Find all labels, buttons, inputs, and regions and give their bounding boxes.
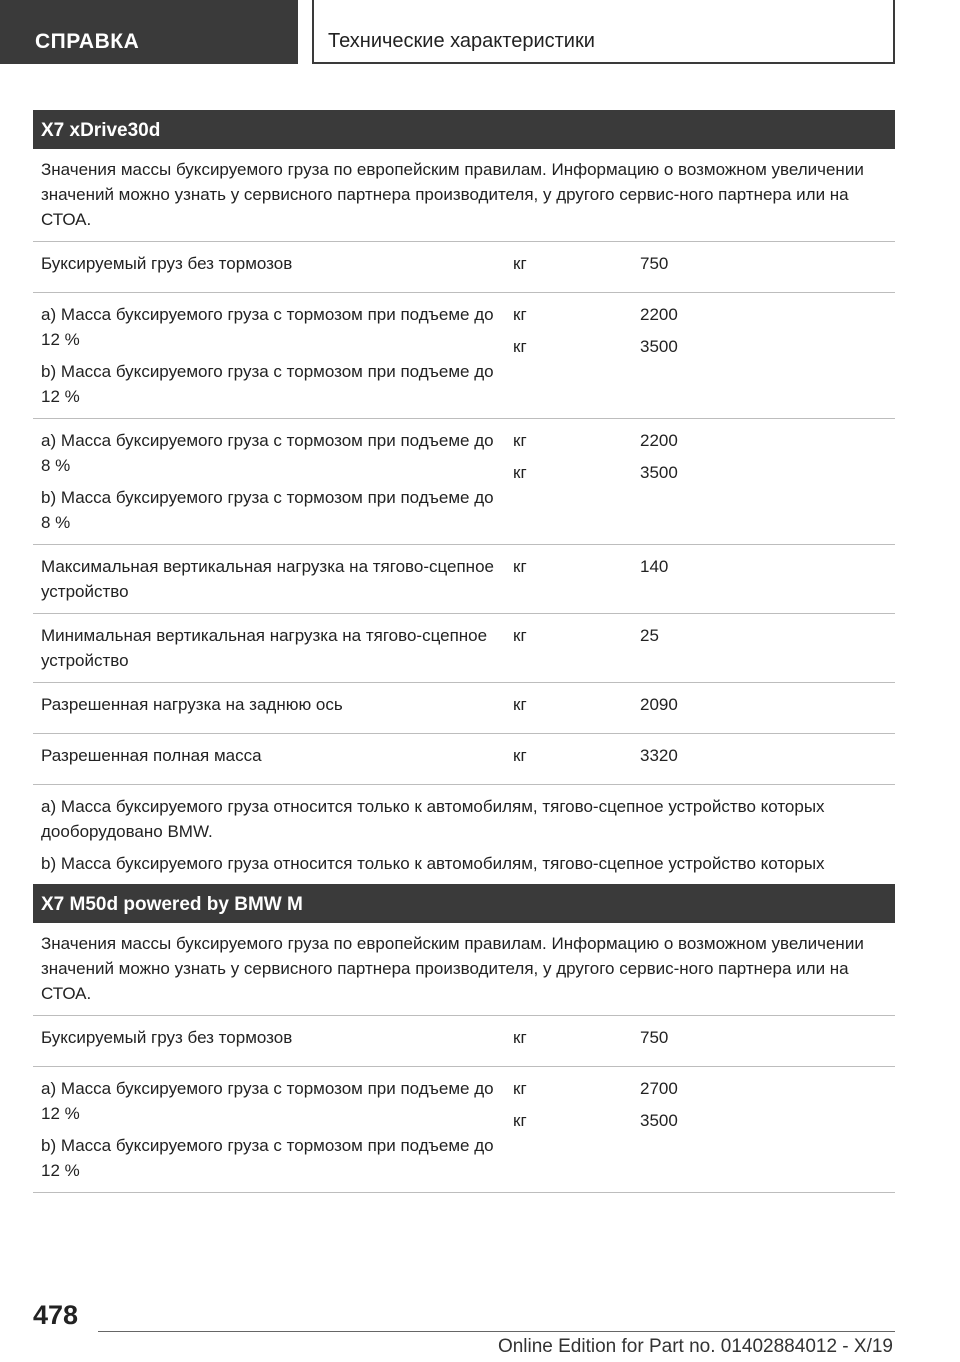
table-row <box>33 545 895 614</box>
row-unit <box>513 1067 640 1192</box>
row-value <box>640 614 895 682</box>
row-label <box>33 1016 513 1066</box>
value-text: 3500 <box>640 1111 678 1130</box>
section-intro: Значения массы буксируемого груза по европейским правилам. Информацию о возможном увеличении значений можно узнать у сервисного партнера производителя, у другого сервис-ного партнера или на СТОА. <box>33 923 895 1016</box>
unit-text: кг <box>513 1111 527 1130</box>
row-unit <box>513 683 640 733</box>
value-text: 2200 <box>640 431 678 450</box>
value-text: 2200 <box>640 305 678 324</box>
footer-divider <box>98 1331 895 1332</box>
unit-text: кг <box>513 626 527 645</box>
row-label <box>33 293 513 418</box>
label-line: Минимальная вертикальная нагрузка на тягово-сцепное устройство <box>41 626 488 670</box>
value-text: 3320 <box>640 746 678 765</box>
label-line: a) Масса буксируемого груза с тормозом при подъеме до 8 % <box>41 431 494 475</box>
row-unit <box>513 242 640 292</box>
unit-text: кг <box>513 431 527 450</box>
label-line: Буксируемый груз без тормозов <box>41 254 293 273</box>
unit-text: кг <box>513 1079 527 1098</box>
row-unit <box>513 545 640 613</box>
row-label <box>33 419 513 544</box>
unit-text: кг <box>513 254 527 273</box>
unit-text: кг <box>513 305 527 324</box>
value-text: 2090 <box>640 695 678 714</box>
label-line: a) Масса буксируемого груза с тормозом при подъеме до 12 % <box>41 1079 494 1123</box>
row-value <box>640 242 895 292</box>
unit-text: кг <box>513 557 527 576</box>
row-value <box>640 734 895 784</box>
table-row <box>33 293 895 419</box>
row-value <box>640 1067 895 1192</box>
table-row <box>33 1067 895 1193</box>
label-line: Буксируемый груз без тормозов <box>41 1028 293 1047</box>
row-label <box>33 734 513 784</box>
table-row <box>33 242 895 293</box>
unit-text: кг <box>513 337 527 356</box>
section-intro: Значения массы буксируемого груза по европейским правилам. Информацию о возможном увеличении значений можно узнать у сервисного партнера производителя, у другого сервис-ного партнера или на СТОА. <box>33 149 895 242</box>
footnote-item: b) Масса буксируемого груза относится только к автомобилям, тягово-сцепное устройство которых <box>41 854 825 873</box>
table-row <box>33 419 895 545</box>
value-text: 3500 <box>640 463 678 482</box>
value-text: 3500 <box>640 337 678 356</box>
value-text: 750 <box>640 1028 669 1047</box>
section-x7-m50d <box>33 884 895 1193</box>
value-text: 750 <box>640 254 669 273</box>
page-number: 478 <box>33 1300 79 1330</box>
label-line: Разрешенная нагрузка на заднюю ось <box>41 695 343 714</box>
unit-text: кг <box>513 695 527 714</box>
table-row <box>33 1016 895 1067</box>
row-value <box>640 293 895 418</box>
page-header <box>0 0 960 66</box>
value-text: 25 <box>640 626 659 645</box>
unit-text: кг <box>513 746 527 765</box>
row-unit <box>513 734 640 784</box>
footnote-item: a) Масса буксируемого груза относится только к автомобилям, тягово-сцепное устройство которых дооборудовано BMW. <box>41 797 825 841</box>
label-line: Разрешенная полная масса <box>41 746 262 765</box>
row-value <box>640 1016 895 1066</box>
row-value <box>640 545 895 613</box>
row-unit <box>513 1016 640 1066</box>
edition-note: Online Edition for Part no. 01402884012 - X/19 <box>497 1336 893 1357</box>
label-line: b) Масса буксируемого груза с тормозом при подъеме до 8 % <box>41 488 494 532</box>
label-line: b) Масса буксируемого груза с тормозом при подъеме до 12 % <box>41 362 494 406</box>
label-line: a) Масса буксируемого груза с тормозом при подъеме до 12 % <box>41 305 494 349</box>
row-unit <box>513 293 640 418</box>
chapter-title: Технические характеристики <box>312 0 895 64</box>
row-label <box>33 242 513 292</box>
row-label <box>33 545 513 613</box>
value-text: 2700 <box>640 1079 678 1098</box>
label-line: b) Масса буксируемого груза с тормозом при подъеме до 12 % <box>41 1136 494 1180</box>
spec-table <box>33 1016 895 1193</box>
chapter-tab: СПРАВКА <box>0 0 298 64</box>
unit-text: кг <box>513 1028 527 1047</box>
label-line: Максимальная вертикальная нагрузка на тягово-сцепное устройство <box>41 557 494 601</box>
row-value <box>640 419 895 544</box>
section-title: X7 xDrive30d <box>33 110 895 149</box>
unit-text: кг <box>513 463 527 482</box>
table-row <box>33 683 895 734</box>
row-label <box>33 614 513 682</box>
section-x7-xdrive30d <box>33 110 895 911</box>
row-unit <box>513 614 640 682</box>
value-text: 140 <box>640 557 669 576</box>
spec-table <box>33 242 895 785</box>
row-unit <box>513 419 640 544</box>
row-value <box>640 683 895 733</box>
table-row <box>33 614 895 683</box>
row-label <box>33 1067 513 1192</box>
table-row <box>33 734 895 785</box>
row-label <box>33 683 513 733</box>
section-title: X7 M50d powered by BMW M <box>33 884 895 923</box>
